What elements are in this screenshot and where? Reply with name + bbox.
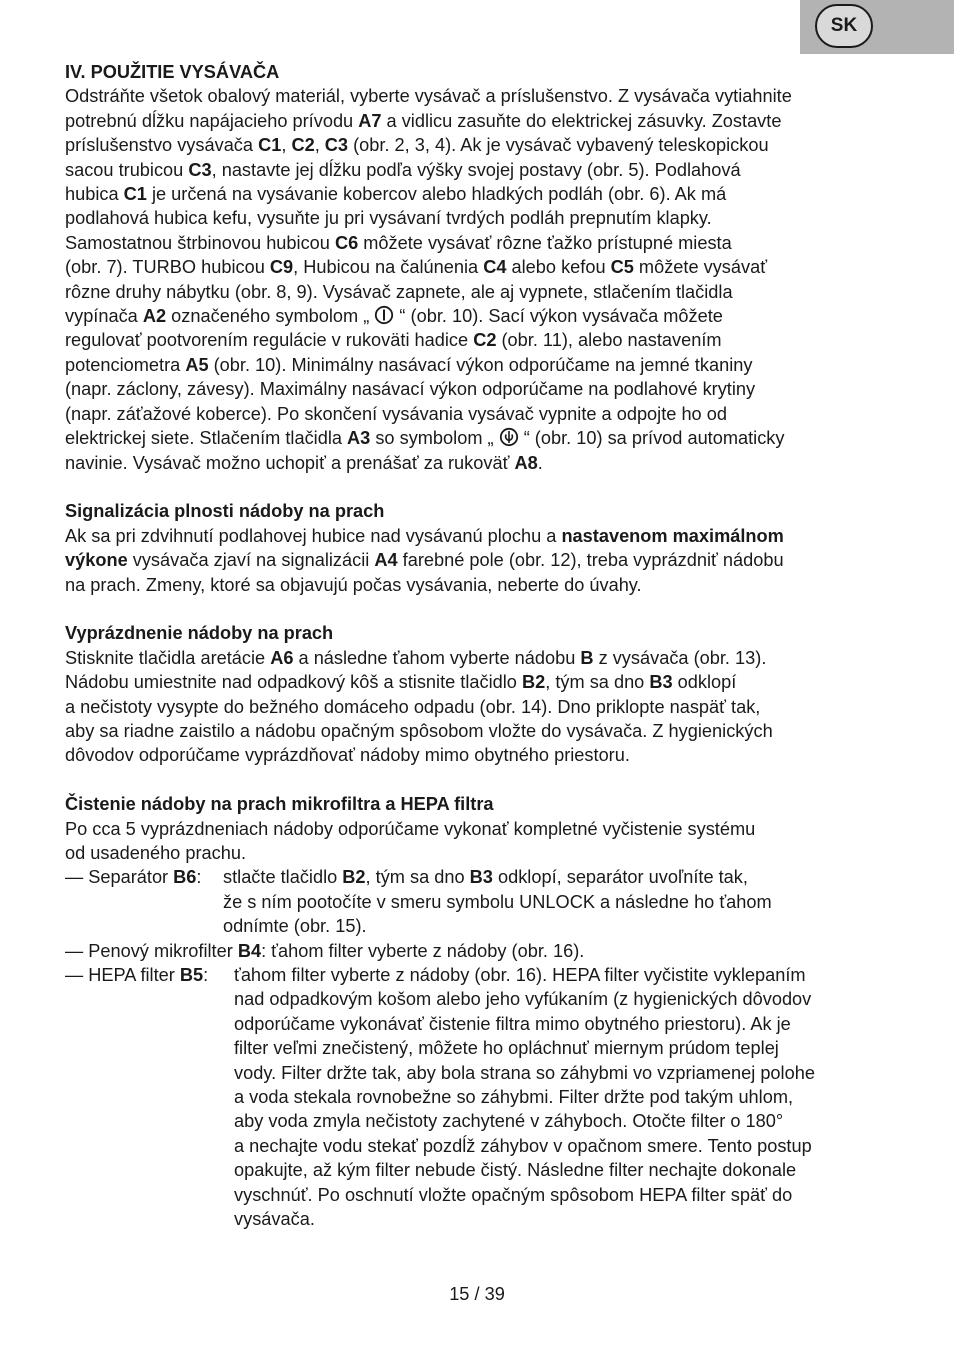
text-line: Nádobu umiestnite nad odpadkový kôš a stisnite tlačidlo B2, tým sa dno B3 odklopí [65, 672, 737, 693]
text-line: aby voda zmyla nečistoty zachytené v záhyboch. Otočte filter o 180° [234, 1111, 784, 1132]
cord-rewind-icon [499, 427, 519, 447]
list-item-hepa-filter [65, 963, 895, 1231]
text-line: nad odpadkovým košom alebo jeho vyfúkaním (z hygienických dôvodov [234, 989, 812, 1010]
language-badge: SK [815, 4, 873, 48]
section-heading: Signalizácia plnosti nádoby na prach [65, 501, 385, 522]
list-item-foam-filter: — Penový mikrofilter B4: ťahom filter vyberte z nádoby (obr. 16). [65, 940, 585, 961]
text-line: hubica C1 je určená na vysávanie kobercov alebo hladkých podláh (obr. 6). Ak má [65, 184, 727, 205]
text-line: navinie. Vysávač možno uchopiť a prenášať za rukoväť A8. [65, 452, 543, 473]
section-usage [65, 60, 895, 475]
text-line: sacou trubicou C3, nastavte jej dĺžku podľa výšky svojej postavy (obr. 5). Podlahová [65, 159, 741, 180]
text-line: od usadeného prachu. [65, 842, 247, 863]
text-line: vody. Filter držte tak, aby bola strana so záhybmi vo vzpriamenej polohe [234, 1062, 815, 1083]
text-line: filter veľmi znečistený, môžete ho opláchnuť miernym prúdom teplej [234, 1038, 779, 1059]
text-line: odnímte (obr. 15). [223, 916, 367, 937]
text-line: (obr. 7). TURBO hubicou C9, Hubicou na čalúnenia C4 alebo kefou C5 môžete vysávať [65, 257, 768, 278]
section-full-indicator [65, 499, 895, 597]
text-line: odporúčame vykonávať čistenie filtra mimo obytného priestoru). Ak je [234, 1013, 791, 1034]
text-line: regulovať pootvorením regulácie v rukoväti hadice C2 (obr. 11), alebo nastavením [65, 330, 722, 351]
text-line: a nečistoty vysypte do bežného domáceho odpadu (obr. 14). Dno priklopte naspäť tak, [65, 696, 761, 717]
text-line: ťahom filter vyberte z nádoby (obr. 16). HEPA filter vyčistite vyklepaním [234, 964, 806, 985]
text-line: Samostatnou štrbinovou hubicou C6 môžete vysávať rôzne ťažko prístupné miesta [65, 232, 732, 253]
item-label: — Separátor B6: [65, 867, 207, 888]
text-line: a nechajte vodu stekať pozdĺž záhybov v opačnom smere. Tento postup [234, 1135, 812, 1156]
section-heading: Vyprázdnenie nádoby na prach [65, 623, 334, 644]
text-line: príslušenstvo vysávača C1, C2, C3 (obr. 2, 3, 4). Ak je vysávač vybavený teleskopickou [65, 135, 769, 156]
text-line: dôvodov odporúčame vyprázdňovať nádoby mimo obytného priestoru. [65, 745, 630, 766]
section-emptying [65, 621, 895, 767]
text-line: potrebnú dĺžku napájacieho prívodu A7 a vidlicu zasuňte do elektrickej zásuvky. Zostavte [65, 110, 782, 131]
text-line: (napr. záclony, závesy). Maximálny nasávací výkon odporúčame na podlahové krytiny [65, 379, 756, 400]
page-number: 15 / 39 [449, 1284, 505, 1304]
text-line: vysávača. [234, 1209, 315, 1230]
text-line: na prach. Zmeny, ktoré sa objavujú počas vysávania, neberte do úvahy. [65, 574, 642, 595]
text-line: vyschnúť. Po oschnutí vložte opačným spôsobom HEPA filter späť do [234, 1184, 793, 1205]
text-line: podlahová hubica kefu, vysuňte ju pri vysávaní tvrdých podláh prepnutím klapky. [65, 208, 712, 229]
item-body [234, 963, 895, 1231]
item-label: — HEPA filter B5: [65, 964, 214, 985]
text-line: Ak sa pri zdvihnutí podlahovej hubice nad vysávanú plochu a nastavenom maximálnom [65, 525, 784, 546]
text-line: Odstráňte všetok obalový materiál, vyberte vysávač a príslušenstvo. Z vysávača vytiahnite [65, 86, 792, 107]
text-line: Stisknite tlačidla aretácie A6 a následne ťahom vyberte nádobu B z vysávača (obr. 13). [65, 647, 767, 668]
section-cleaning [65, 792, 895, 1231]
manual-content [65, 60, 895, 1231]
text-line: že s ním pootočíte v smeru symbolu UNLOCK a následne ho ťahom [223, 891, 772, 912]
text-line: rôzne druhy nábytku (obr. 8, 9). Vysávač zapnete, ale aj vypnete, stlačením tlačidla [65, 281, 733, 302]
text-line: (napr. záťažové koberce). Po skončení vysávania vysávač vypnite a odpojte ho od [65, 403, 727, 424]
text-line: stlačte tlačidlo B2, tým sa dno B3 odklopí, separátor uvoľníte tak, [223, 867, 748, 888]
text-line: vypínača A2 označeného symbolom „ “ (obr. 10). Sací výkon vysávača môžete [65, 306, 723, 327]
item-body [223, 865, 895, 938]
text-line: potenciometra A5 (obr. 10). Minimálny nasávací výkon odporúčame na jemné tkaniny [65, 354, 753, 375]
list-item-separator [65, 865, 895, 938]
text-line: aby sa riadne zaistilo a nádobu opačným spôsobom vložte do vysávača. Z hygienických [65, 720, 773, 741]
text-line: a voda stekala rovnobežne so záhybmi. Filter držte pod takým uhlom, [234, 1087, 794, 1108]
power-icon [374, 305, 394, 325]
text-line: elektrickej siete. Stlačením tlačidla A3 so symbolom „ “ (obr. 10) sa prívod automaticky [65, 428, 785, 449]
text-line: výkone vysávača zjaví na signalizácii A4 farebné pole (obr. 12), treba vyprázdniť nádobu [65, 550, 784, 571]
text-line: opakujte, až kým filter nebude čistý. Následne filter nechajte dokonale [234, 1160, 797, 1181]
section-heading: IV. POUŽITIE VYSÁVAČA [65, 62, 280, 82]
section-heading: Čistenie nádoby na prach mikrofiltra a HEPA filtra [65, 794, 494, 815]
text-line: Po cca 5 vyprázdneniach nádoby odporúčame vykonať kompletné vyčistenie systému [65, 818, 756, 839]
